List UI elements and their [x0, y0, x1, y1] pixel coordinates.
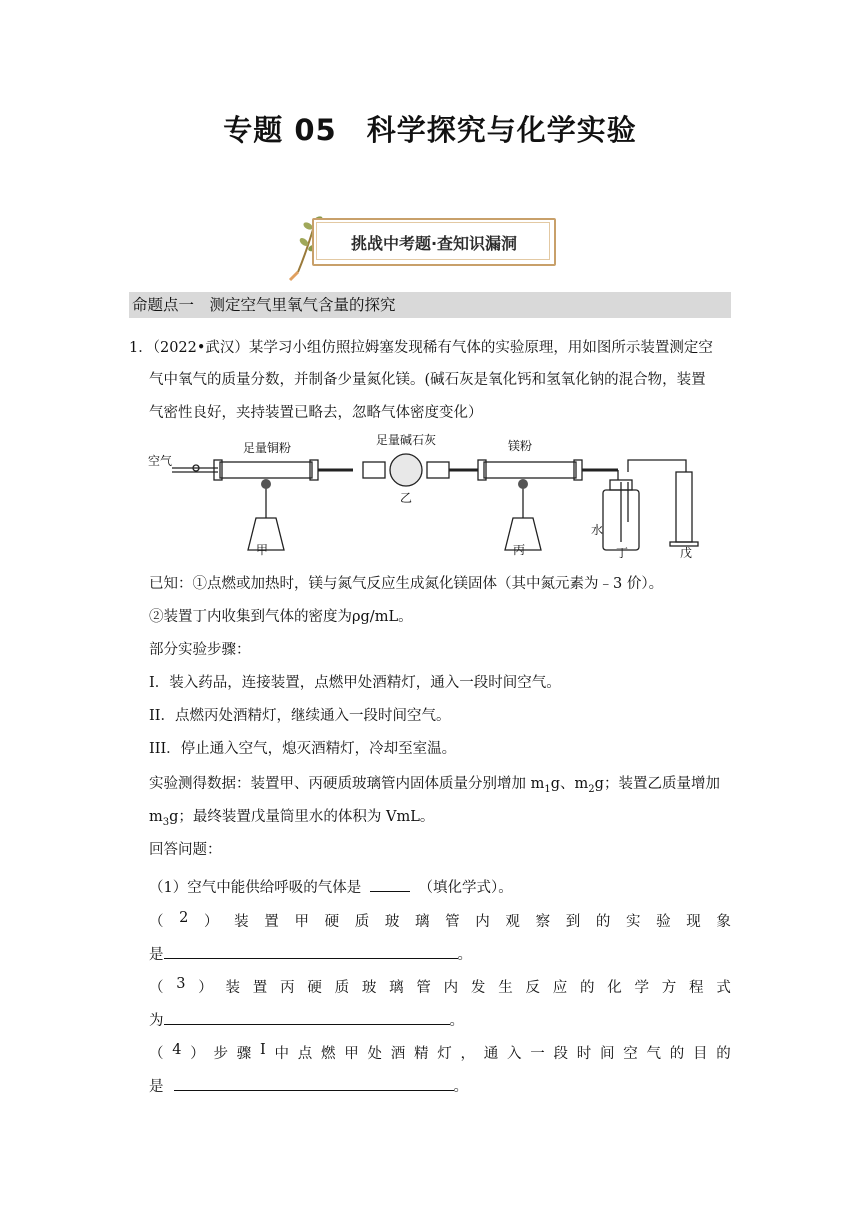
label-ding: 丁 [616, 546, 629, 560]
justified-char: 时 [576, 1046, 592, 1062]
justified-char: 甲 [344, 1046, 359, 1062]
banner-inner-border [316, 222, 550, 260]
justified-char: 间 [599, 1046, 615, 1062]
justified-char: 硬 [324, 914, 340, 930]
q3-answer-line: 为 。 [149, 1008, 464, 1031]
label-bing: 丙 [513, 543, 526, 557]
q3-answer-blank[interactable] [164, 1008, 450, 1025]
justified-char: 装 [234, 914, 249, 930]
question-intro-line-1: 1．（2022•武汉）某学习小组仿照拉姆塞发现稀有气体的实验原理，用如图所示装置测定空 [129, 340, 713, 356]
q2-line [149, 910, 731, 931]
q4-line [149, 1042, 731, 1063]
justified-char: 程 [689, 980, 704, 996]
apparatus-diagram [148, 432, 708, 562]
justified-char: 式 [716, 980, 731, 996]
justified-char: 精 [413, 1046, 429, 1062]
justified-char: 质 [354, 914, 370, 930]
justified-char: 的 [579, 980, 595, 996]
justified-char: 一 [530, 1046, 545, 1062]
justified-char: 管 [445, 914, 460, 930]
subscript-1: 1 [544, 783, 551, 795]
justified-char: 质 [334, 980, 350, 996]
justified-char: 置 [252, 980, 268, 996]
known-1: 已知：①点燃或加热时，镁与氮气反应生成氮化镁固体（其中氮元素为﹣3 价）。 [149, 576, 664, 592]
subscript-3: 3 [162, 816, 170, 828]
justified-char: （ [149, 1046, 164, 1062]
subscript-2: 2 [588, 783, 595, 795]
justified-char: 丙 [280, 980, 295, 996]
question-intro-line-3: 气密性良好，夹持装置已略去，忽略气体密度变化） [149, 405, 483, 421]
step-2: II．点燃丙处酒精灯，继续通入一段时间空气。 [149, 708, 451, 724]
justified-char: 硬 [307, 980, 322, 996]
justified-char: 灯 [437, 1046, 452, 1062]
label-sodalime: 足量碱石灰 [376, 433, 437, 447]
justified-char: 的 [716, 1046, 731, 1062]
justified-char: 气 [646, 1046, 661, 1062]
label-air: 空气 [148, 454, 173, 468]
justified-char: ） [204, 914, 219, 930]
justified-char: 置 [264, 914, 279, 930]
q2-answer-blank[interactable] [164, 942, 458, 959]
justified-char: （ [149, 914, 164, 930]
label-water: 水 [591, 523, 604, 537]
q2-answer-line: 是 。 [149, 942, 472, 965]
justified-char: 入 [506, 1046, 522, 1062]
question-intro-line-2: 气中氧气的质量分数，并制备少量氮化镁。(碱石灰是氧化钙和氢氧化钠的混合物，装置 [149, 372, 706, 388]
label-mg: 镁粉 [508, 439, 533, 453]
justified-char: 的 [669, 1046, 685, 1062]
justified-char: ） [198, 980, 213, 996]
steps-title: 部分实验步骤： [149, 642, 251, 658]
justified-char: （ [149, 980, 164, 996]
known-2: ②装置丁内收集到气体的密度为ρg/mL。 [149, 609, 413, 625]
justified-char: 玻 [384, 914, 400, 930]
q3-line [149, 976, 731, 997]
justified-char: 点 [297, 1046, 313, 1062]
justified-char: 察 [535, 914, 551, 930]
justified-char: 酒 [390, 1046, 406, 1062]
justified-char: 学 [634, 980, 650, 996]
justified-char: 目 [692, 1046, 708, 1062]
section-banner [286, 212, 576, 274]
justified-char: 实 [625, 914, 641, 930]
justified-char: 3 [176, 976, 186, 992]
justified-char: 反 [525, 980, 540, 996]
justified-char: 2 [179, 910, 189, 926]
label-copper: 足量铜粉 [243, 441, 292, 455]
justified-char: 装 [225, 980, 241, 996]
section-heading: 命题点一 测定空气里氧气含量的探究 [129, 292, 731, 318]
q4-answer-blank[interactable] [174, 1074, 454, 1091]
data-line-1: 实验测得数据：装置甲、丙硬质玻璃管内固体质量分别增加 $m_1g$、$m_2g$；装置乙质量增加 [149, 776, 720, 795]
justified-char: 应 [552, 980, 568, 996]
justified-char: 璃 [389, 980, 404, 996]
justified-char: 段 [553, 1046, 568, 1062]
justified-char: 骤 [236, 1046, 252, 1062]
justified-char: 观 [505, 914, 520, 930]
page-title: 专题 05 科学探究与化学实验 [223, 113, 637, 147]
answer-title: 回答问题： [149, 842, 222, 858]
justified-char: 发 [470, 980, 486, 996]
justified-char: 内 [475, 914, 490, 930]
justified-char: 甲 [294, 914, 309, 930]
justified-char: 方 [661, 980, 677, 996]
justified-char: 象 [716, 914, 731, 930]
justified-char: 现 [686, 914, 701, 930]
justified-char: 玻 [361, 980, 377, 996]
q1-line: （1）空气中能供给呼吸的气体是 （填化学式）。 [149, 875, 513, 898]
justified-char: 的 [595, 914, 611, 930]
justified-char: 到 [565, 914, 581, 930]
justified-char: 4 [172, 1042, 182, 1058]
q4-answer-line: 是 。 [149, 1074, 468, 1097]
justified-char: 化 [607, 980, 622, 996]
label-wu: 戊 [680, 546, 693, 560]
justified-char: 内 [443, 980, 459, 996]
justified-char: 空 [623, 1046, 638, 1062]
justified-char: 中 [274, 1046, 289, 1062]
step-3: III．停止通入空气，熄灭酒精灯，冷却至室温。 [149, 741, 457, 757]
step-1: I．装入药品，连接装置，点燃甲处酒精灯，通入一段时间空气。 [149, 675, 561, 691]
justified-char: 处 [367, 1046, 382, 1062]
justified-char: I [259, 1042, 266, 1058]
data-line-2: $m_3g$；最终装置戊量筒里水的体积为 VmL。 [149, 809, 435, 828]
justified-char: ） [190, 1046, 205, 1062]
q1-answer-blank[interactable] [370, 875, 410, 892]
banner-text: 挑战中考题·查知识漏洞 [350, 233, 518, 253]
label-jia: 甲 [256, 543, 269, 557]
label-yi: 乙 [400, 491, 413, 505]
justified-char: 生 [498, 980, 513, 996]
justified-char: 步 [213, 1046, 228, 1062]
justified-char: 通 [483, 1046, 499, 1062]
justified-char: 验 [656, 914, 671, 930]
justified-char: ， [460, 1046, 475, 1062]
justified-char: 璃 [415, 914, 430, 930]
justified-char: 管 [416, 980, 431, 996]
justified-char: 燃 [320, 1046, 336, 1062]
